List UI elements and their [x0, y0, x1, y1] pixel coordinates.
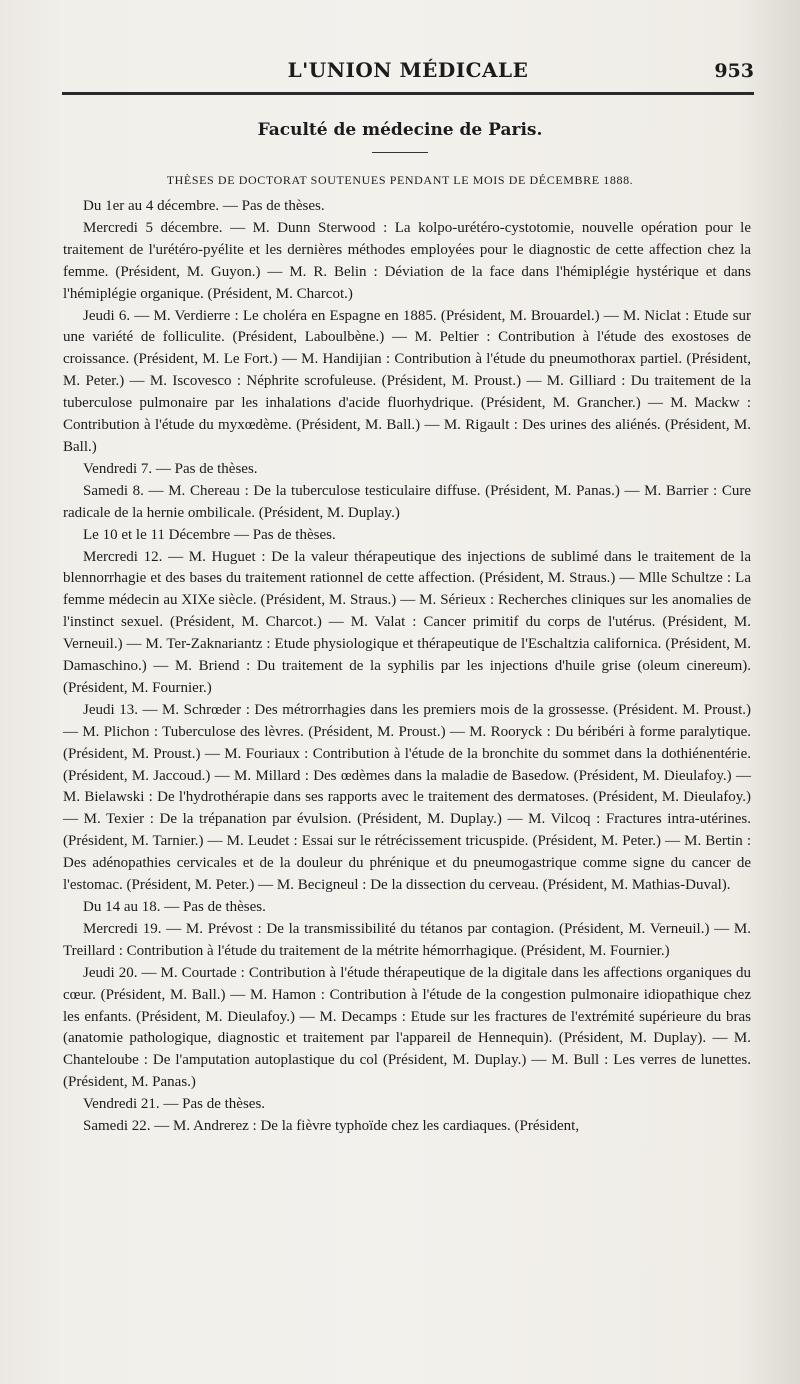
entry-paragraph: Jeudi 20. — M. Courtade : Contribution à l'étude thérapeutique de la digitale dans les affections organiques du cœur. (Président, M. Ball.) — M. Hamon : Contribution à l'étude de la congestion pulmonaire idiopathique chez les enfants. (Président, M. Dieulafoy.) — M. Decamps : Etude sur les fractures de l'extrémité supérieure du bras (anatomie pathologique, diagnostic et traitement par l'appareil de Hennequin). (Président, M. Duplay). — M. Chanteloube : De l'amputation autoplastique du col (Président, M. Duplay.) — M. Bull : Les verres de lunettes. (Président, M. Panas.) [63, 964, 751, 1091]
section-subtitle: THÈSES DE DOCTORAT SOUTENUES PENDANT LE MOIS DE DÉCEMBRE 1888. [166, 173, 634, 187]
page-number: 953 [714, 60, 754, 82]
entry-paragraph: Vendredi 7. — Pas de thèses. [83, 460, 258, 477]
document-body [63, 196, 751, 1138]
entry-paragraph: Du 14 au 18. — Pas de thèses. [83, 899, 266, 915]
entry-paragraph: Le 10 et le 11 Décembre — Pas de thèses. [83, 526, 336, 543]
entry-paragraph: Du 1er au 4 décembre. — Pas de thèses. [83, 198, 325, 214]
journal-title: L'UNION MÉDICALE [287, 58, 529, 82]
entry-paragraph: Vendredi 21. — Pas de thèses. [83, 1096, 266, 1113]
section-title: Faculté de médecine de Paris. [257, 120, 543, 140]
entry-paragraph: Jeudi 6. — M. Verdierre : Le choléra en Espagne en 1885. (Président, M. Brouardel.) — M. Niclat : Etude sur une variété de folliculite. (Président, Laboulbène.) — M. Peltier : Contribution à l'étude des exostoses de croissance. (Président, M. Le Fort.) — M. Handijian : Contribution à l'étude du pneumothorax partiel. (Président, M. Peter.) — M. Iscovesco : Néphrite scrofuleuse. (Président, M. Proust.) — M. Gilliard : Du traitement de la tuberculose pulmonaire par les inhalations d'acide fluorhydrique. (Président, M. Grancher.) — M. Mackw : Contribution à l'étude du myxœdème. (Président, M. Ball.) — M. Rigault : Des urines des aliénés. (Président, M. Ball.) [63, 307, 751, 455]
page-header [62, 52, 754, 95]
entry-paragraph: Samedi 8. — M. Chereau : De la tuberculose testiculaire diffuse. (Président, M. Panas.) — M. Barrier : Cure radicale de la hernie ombilicale. (Président, M. Duplay.) [63, 482, 751, 521]
entry-paragraph: Mercredi 12. — M. Huguet : De la valeur thérapeutique des injections de sublimé dans le traitement de la blennorrhagie et des bases du traitement rationnel de cette affection. (Président, M. Straus.) — Mlle Schultze : La femme médecin au XIXe siècle. (Président, M. Straus.) — M. Sérieux : Recherches cliniques sur les anomalies de l'instinct sexuel. (Président, M. Charcot.) — M. Valat : Cancer primitif du corps de l'utérus. (Président, M. Verneuil.) — M. Ter-Zaknariantz : Etude physiologique et thérapeutique de l'Eschaltzia californica. (Président, M. Damaschino.) — M. Briend : Du traitement de la syphilis par les injections d'huile grise (oleum cinereum). (Président, M. Fournier.) [63, 548, 751, 696]
entry-paragraph: Mercredi 19. — M. Prévost : De la transmissibilité du tétanos par contagion. (Président, M. Verneuil.) — M. Treillard : Contribution à l'étude du traitement de la métrite hémorrhagique. (Président, M. Fournier.) [63, 920, 751, 959]
entry-paragraph: Mercredi 5 décembre. — M. Dunn Sterwood : La kolpo-urétéro-cystotomie, nouvelle opération pour le traitement de l'urétéro-pyélite et les dernières méthodes employées pour le diagnostic de cette affection chez la femme. (Président, M. Guyon.) — M. R. Belin : Déviation de la face dans l'hémiplégie hystérique et dans l'hémiplégie organique. (Président, M. Charcot.) [63, 219, 751, 302]
entry-paragraph: Jeudi 13. — M. Schrœder : Des métrorrhagies dans les premiers mois de la grossesse. (Président. M. Proust.) — M. Plichon : Tuberculose des lèvres. (Président, M. Proust.) — M. Rooryck : Du béribéri à forme paralytique. (Président, M. Proust.) — M. Fouriaux : Contribution à l'étude de la bronchite du sommet dans la dothiénentérie. (Président, M. Jaccoud.) — M. Millard : Des œdèmes dans la maladie de Basedow. (Président, M. Dieulafoy.) — M. Bielawski : De l'hydrothérapie dans ses rapports avec le traitement des dermatoses. (Président, M. Dieulafoy.) — M. Texier : De la trépanation par évulsion. (Président, M. Duplay.) — M. Vilcoq : Fractures intra-utérines. (Président, M. Tarnier.) — M. Leudet : Essai sur le rétrécissement tricuspide. (Président, M. Peter.) — M. Bertin : Des adénopathies cervicales et de la douleur du phrénique et du pneumogastrique comme signe du cancer de l'estomac. (Président, M. Peter.) — M. Becigneul : De la dissection du cerveau. (Président, M. Mathias-Duval). [63, 701, 751, 894]
title-divider [372, 152, 428, 153]
entry-paragraph: Samedi 22. — M. Andrerez : De la fièvre typhoïde chez les cardiaques. (Président, [83, 1118, 580, 1135]
